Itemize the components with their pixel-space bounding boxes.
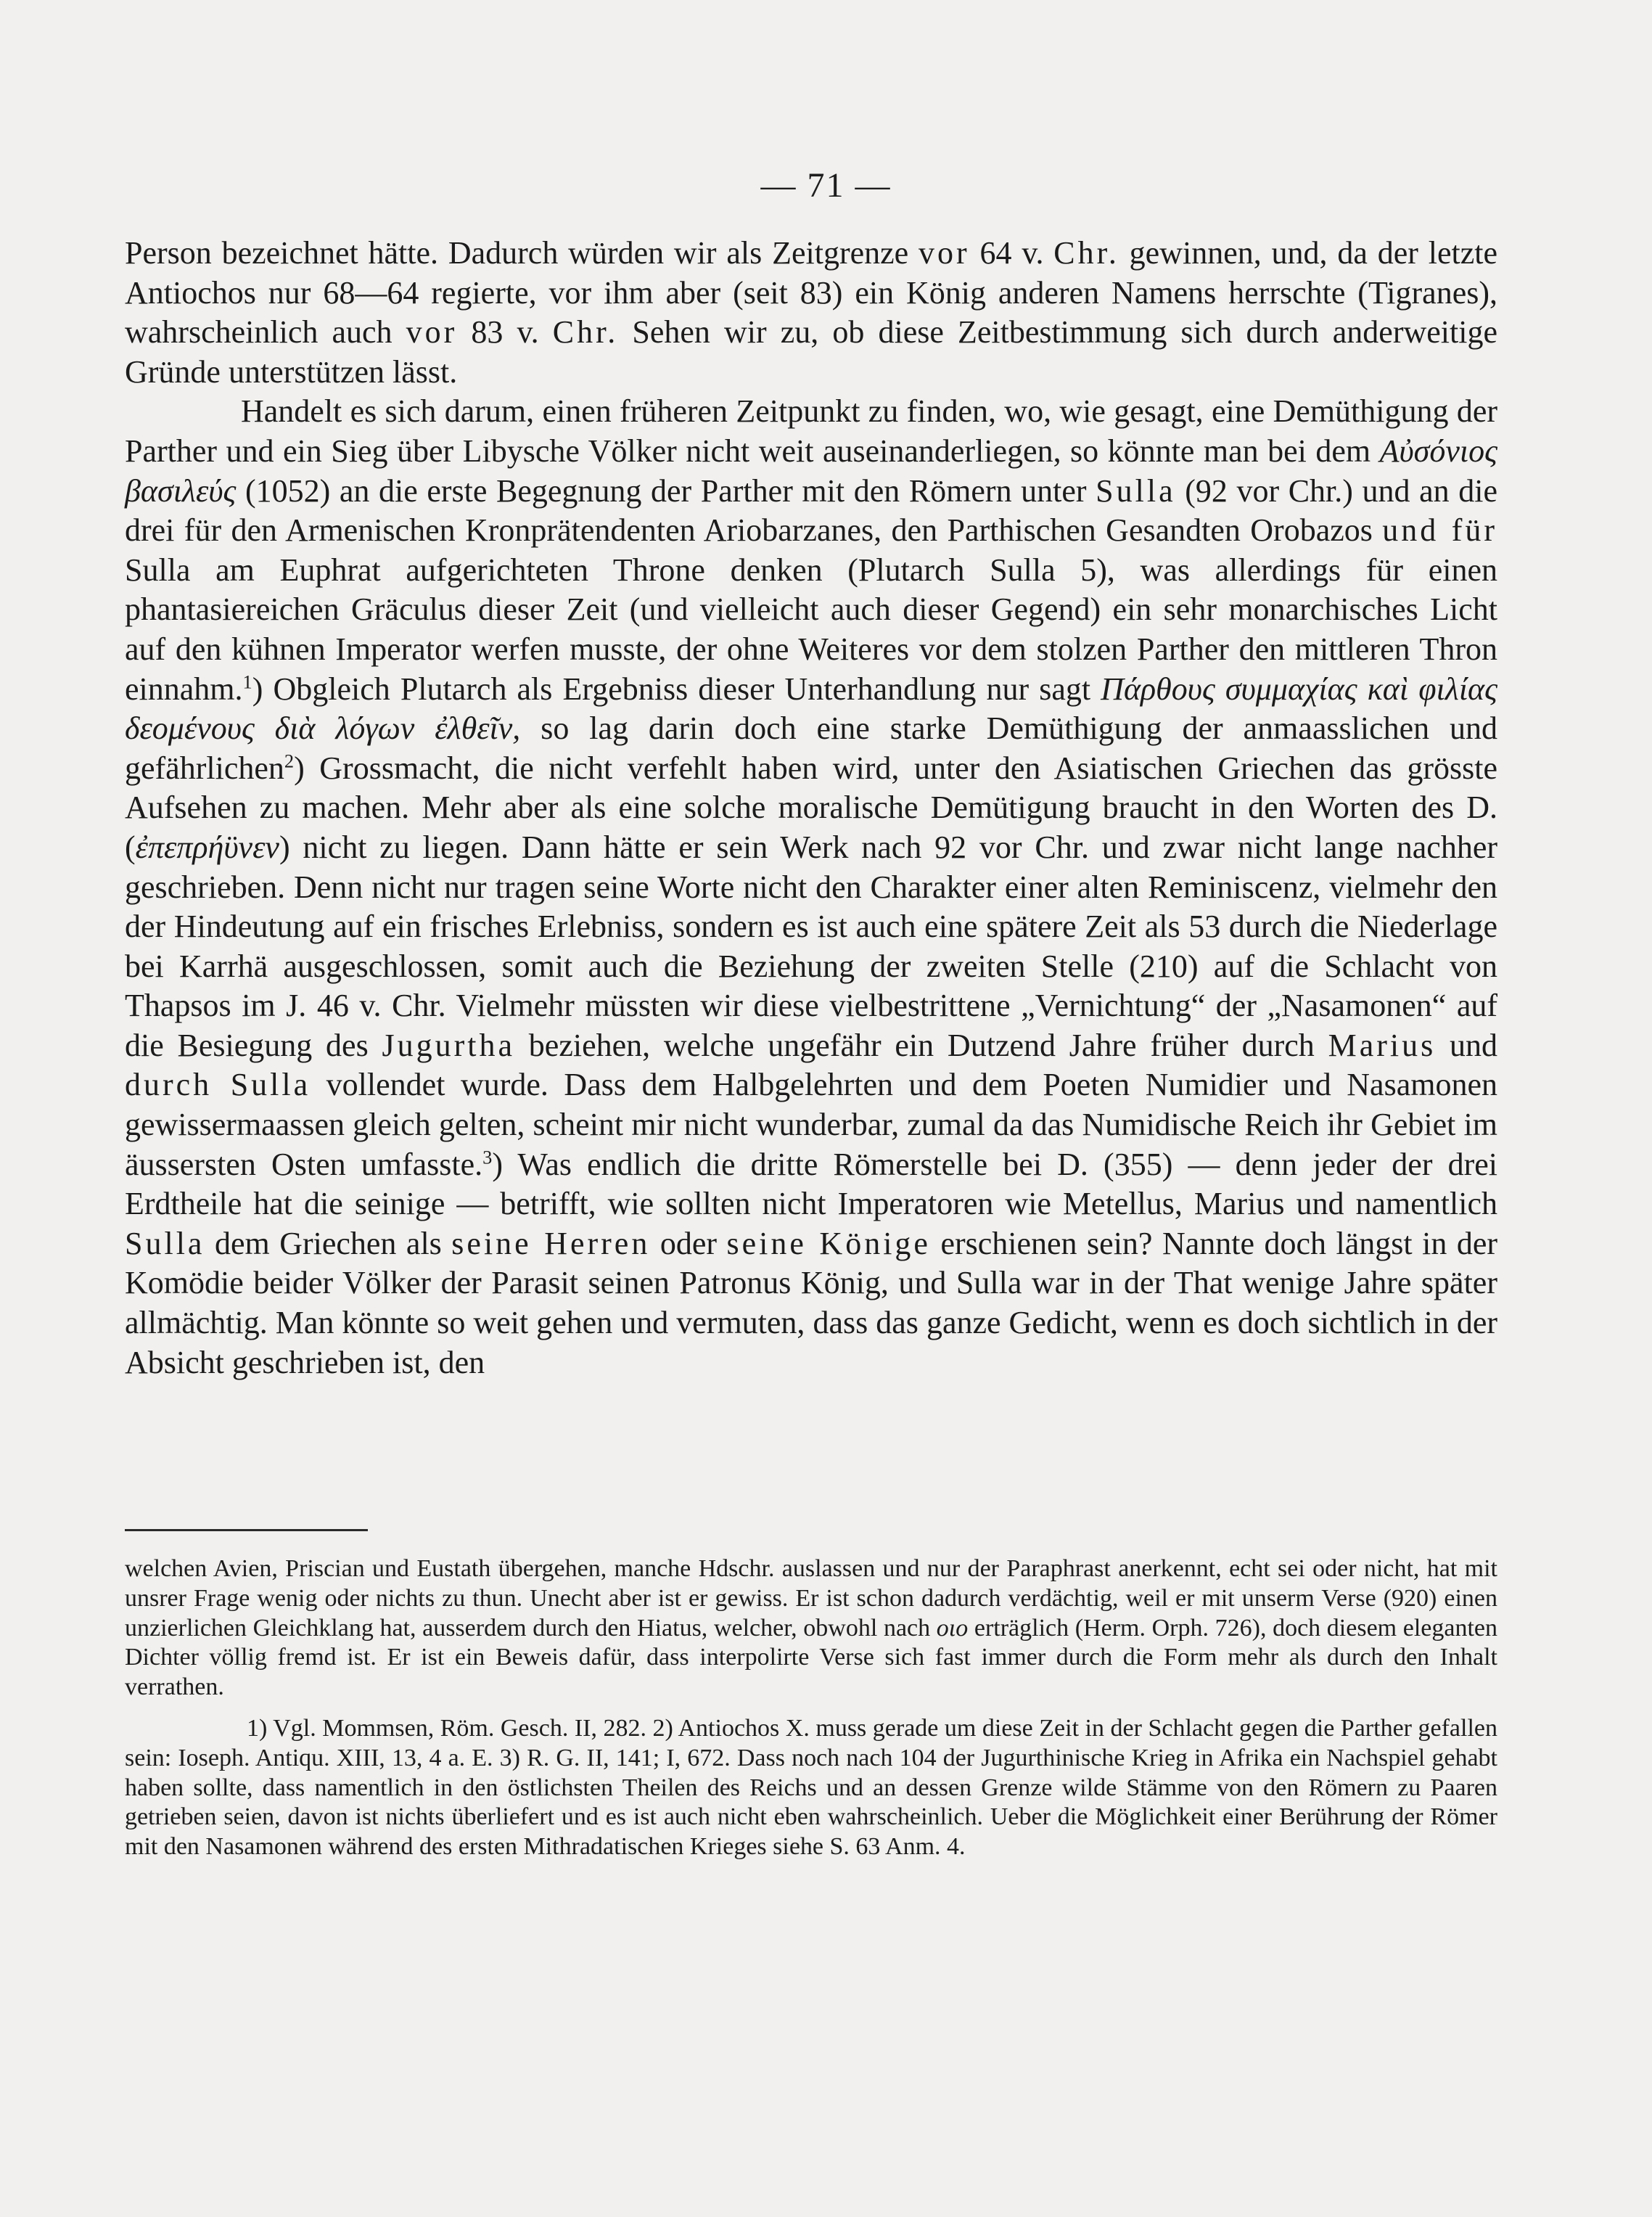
spaced-text: Sulla — [1096, 472, 1176, 509]
footnote-ref: 3 — [482, 1146, 493, 1168]
text-run: ) Grossmacht, die nicht verfehlt haben wird, unter den Asiatischen Griechen das grösste Aufsehen zu machen. Mehr aber als eine solche moralische Demütigung braucht in den Worten des D. ( — [125, 750, 1497, 865]
spaced-text: vor — [406, 314, 458, 351]
text-run: erschienen sein? Nannte doch längst in der Komödie beider Völker der Parasit seinen Patronus König, und Sulla war in der That wenige Jahre später allmächtig. Man könnte so weit gehen und vermuten, dass das ganze Gedicht, wenn es doch sichtlich in der Absicht geschrieben ist, den — [125, 1225, 1498, 1380]
main-text — [125, 234, 1497, 1382]
text-run: beziehen, welche ungefähr ein Dutzend Jahre früher durch — [515, 1027, 1328, 1063]
greek-quote: Αὐσόνιος βασιλεύς — [125, 433, 1497, 509]
spaced-text: Marius — [1328, 1027, 1437, 1063]
spaced-text: durch Sulla — [125, 1067, 311, 1103]
spaced-text: Jugurtha — [382, 1027, 516, 1063]
footnotes — [125, 1554, 1497, 1862]
footnote-ref: 1 — [242, 670, 252, 692]
paragraph-1 — [125, 234, 1497, 392]
page-number: — 71 — — [760, 166, 892, 205]
spaced-text: vor — [919, 235, 970, 271]
text-run: erträglich (Herm. Orph. 726), doch diesem eleganten Dichter völlig fremd ist. Er ist ein Beweis dafür, dass interpolirte Verse sich fast immer durch die Form mehr als durch den Inhalt verrathen. — [125, 1614, 1497, 1701]
spaced-text: Chr. — [552, 314, 619, 351]
spaced-text: Chr. — [1053, 235, 1119, 271]
spaced-text: seine Könige — [726, 1225, 931, 1261]
paragraph-2 — [125, 392, 1497, 1382]
greek-quote: οιο — [936, 1614, 969, 1642]
text-run: ) Obgleich Plutarch als Ergebniss dieser Unterhandlung nur sagt — [252, 671, 1101, 707]
footnote-continuation — [125, 1554, 1497, 1702]
spaced-text: und für — [1382, 512, 1498, 549]
text-run: so lag darin doch eine starke Demüthigung der anmaasslichen und gefährlichen — [125, 710, 1498, 786]
spaced-text: Sulla — [125, 1225, 205, 1261]
text-run: welchen Avien, Priscian und Eustath übergehen, manche Hdschr. auslassen und nur der Paraphrast anerkennt, echt sei oder nicht, hat mit unsrer Frage wenig oder nichts zu thun. Unecht aber ist er gewiss. Er ist schon dadurch verdächtig, weil er mit unserm Verse (920) einen unzierlichen Gleichklang hat, ausserdem durch den Hiatus, welcher, obwohl nach — [125, 1555, 1497, 1642]
text-run: 64 v. — [969, 235, 1054, 271]
text-run: Sehen wir zu, ob diese Zeitbestimmung sich durch anderweitige Gründe unterstützen lässt. — [125, 314, 1497, 390]
footnote-list: 1) Vgl. Mommsen, Röm. Gesch. II, 282. 2) Antiochos X. muss gerade um diese Zeit in der Schlacht gegen die Parther gefallen sein: Ioseph. Antiqu. XIII, 13, 4 a. E. 3) R. G. II, 141; I, 672. Dass noch nach 104 der Jugurthinische Krieg in Afrika ein Nachspiel gehabt haben sollte, dass namentlich in den östlichsten Theilen des Reichs und an dessen Grenze wilde Stämme von den Römern zu Paaren getrieben seien, davon ist nichts überliefert und es ist auch nicht eben wahrscheinlich. Ueber die Möglichkeit einer Berührung der Römer mit den Nasamonen während des ersten Mithradatischen Krieges siehe S. 63 Anm. 4. — [125, 1714, 1497, 1861]
spaced-text: seine Herren — [451, 1225, 651, 1261]
text-run: Person bezeichnet hätte. Dadurch würden wir als Zeitgrenze — [125, 235, 919, 271]
text-run: oder — [650, 1225, 727, 1261]
text-run: ) nicht zu liegen. Dann hätte er sein Werk nach 92 vor Chr. und zwar nicht lange nachher geschrieben. Denn nicht nur tragen seine Worte nicht den Charakter einer alten Reminiscenz, vielmehr den der Hindeutung auf ein frisches Erlebniss, sondern es ist auch eine spätere Zeit als 53 durch die Niederlage bei Karrhä ausgeschlossen, somit auch die Beziehung der zweiten Stelle (210) auf die Schlacht von Thapsos im J. 46 v. Chr. Vielmehr müssten wir diese vielbestrittene „Vernichtung“ der „Nasamonen“ auf die Besiegung des — [125, 829, 1497, 1063]
text-run: 83 v. — [457, 314, 553, 351]
text-run: Handelt es sich darum, einen früheren Zeitpunkt zu finden, wo, wie gesagt, eine Demüthigung der Parther und ein Sieg über Libysche Völker nicht weit auseinanderliegen, so könnte man bei dem — [125, 393, 1497, 469]
text-run: Sulla am Euphrat aufgerichteten Throne denken (Plutarch Sulla 5), was allerdings für einen phantasiereichen Gräculus dieser Zeit (und vielleicht auch dieser Gegend) ein sehr monarchisches Licht auf den kühnen Imperator werfen musste, der ohne Weiteres vor dem stolzen Parther den mittleren Thron einnahm. — [125, 552, 1497, 707]
text-run: (1052) an die erste Begegnung der Parther mit den Römern unter — [236, 472, 1096, 509]
greek-quote: ἐπεπρήϋνεν — [135, 829, 279, 865]
footnote-ref: 2 — [284, 750, 295, 772]
greek-quote: Πάρθους συμμαχίας καὶ φιλίας δεομένους διὰ λόγων ἐλθεῖν, — [125, 671, 1497, 747]
text-run: vollendet wurde. Dass dem Halbgelehrten und dem Poeten Numidier und Nasamonen gewissermaassen gleich gelten, scheint mir nicht wunderbar, zumal da das Numidische Reich ihr Gebiet im äussersten Osten umfasste. — [125, 1067, 1497, 1182]
text-run: und — [1436, 1027, 1498, 1063]
footnote-divider — [125, 1529, 368, 1531]
text-run: (92 vor Chr.) und an die drei für den Armenischen Kronprätendenten Ariobarzanes, den Parthischen Gesandten Orobazos — [125, 472, 1497, 549]
text-run: dem Griechen als — [205, 1225, 452, 1261]
text-run: gewinnen, und, da der letzte Antiochos nur 68—64 regierte, vor ihm aber (seit 83) ein König anderen Namens herrschte (Tigranes), wahrscheinlich auch — [125, 235, 1497, 351]
text-run: ) Was endlich die dritte Römerstelle bei D. (355) — denn jeder der drei Erdtheile hat die seinige — betrifft, wie sollten nicht Imperatoren wie Metellus, Marius und namentlich — [125, 1146, 1497, 1222]
